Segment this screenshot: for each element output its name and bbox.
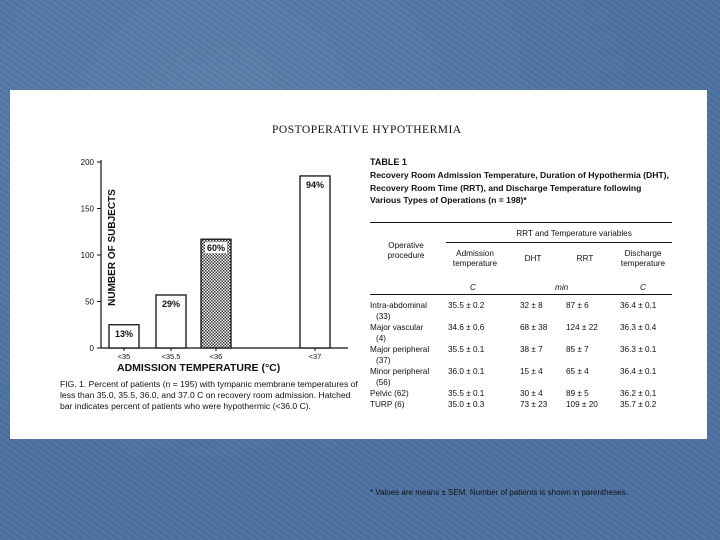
x-axis-title: ADMISSION TEMPERATURE (°C) xyxy=(117,362,281,374)
bar xyxy=(300,176,330,348)
cell-rrt: 124 ± 22 xyxy=(566,323,598,332)
cell-rrt: 89 ± 5 xyxy=(566,389,589,398)
x-tick-label: <35 xyxy=(117,352,131,361)
bar-value-label: 29% xyxy=(161,298,181,309)
cell-rrt: 65 ± 4 xyxy=(566,367,589,376)
table-row-count xyxy=(370,377,672,388)
cell-dht: 15 ± 4 xyxy=(520,367,543,376)
unit-admission: C xyxy=(470,283,476,292)
cell-dht: 68 ± 38 xyxy=(520,323,548,332)
cell-rrt: 85 ± 7 xyxy=(566,345,589,354)
cell-procedure: Intra-abdominal xyxy=(370,301,427,310)
table-row xyxy=(370,388,672,399)
cell-dht: 38 ± 7 xyxy=(520,345,543,354)
cell-dis: 36.4 ± 0.1 xyxy=(620,367,657,376)
cell-rrt: 87 ± 6 xyxy=(566,301,589,310)
y-tick-label: 100 xyxy=(80,251,94,260)
table-row xyxy=(370,322,672,333)
table-footnote: * Values are means ± SEM. Number of patients is shown in parentheses. xyxy=(370,488,628,497)
bar-value-label: 94% xyxy=(305,179,325,190)
table-label: TABLE 1 xyxy=(370,157,407,167)
cell-rrt: 109 ± 20 xyxy=(566,400,598,409)
table-row-count xyxy=(370,333,672,344)
table-row-count xyxy=(370,355,672,366)
cell-adm: 36.0 ± 0.1 xyxy=(448,367,485,376)
cell-count: (33) xyxy=(376,312,391,321)
scanned-page xyxy=(10,90,707,497)
bar-value-label: 60% xyxy=(206,243,226,254)
header-dht: DHT xyxy=(524,254,542,263)
cell-dis: 36.3 ± 0.4 xyxy=(620,323,657,332)
header-discharge: Discharge temperature xyxy=(620,249,666,268)
cell-dis: 36.4 ± 0.1 xyxy=(620,301,657,310)
cell-procedure: Major peripheral xyxy=(370,345,430,354)
data-table xyxy=(370,222,672,497)
unit-dht-rrt: min xyxy=(555,283,569,292)
cell-adm: 35.5 ± 0.1 xyxy=(448,345,485,354)
table-row xyxy=(370,366,672,377)
header-rrt: RRT xyxy=(576,254,594,263)
page-header: POSTOPERATIVE HYPOTHERMIA xyxy=(272,124,462,136)
cell-dis: 36.2 ± 0.1 xyxy=(620,389,657,398)
cell-procedure: TURP (6) xyxy=(370,400,405,409)
x-tick-label: <37 xyxy=(308,352,322,361)
cell-count: (37) xyxy=(376,356,391,365)
cell-count: (4) xyxy=(376,334,387,343)
table-body xyxy=(370,295,672,410)
cell-adm: 35.5 ± 0.2 xyxy=(448,301,485,310)
cell-dis: 35.7 ± 0.2 xyxy=(620,400,657,409)
table-title xyxy=(370,156,670,207)
cell-count: (56) xyxy=(376,378,391,387)
table-caption: Recovery Room Admission Temperature, Duration of Hypothermia (DHT), Recovery Room Time (RRT), and Discharge Temperature following Various Types of Operations (n = 198)* xyxy=(370,169,669,206)
cell-procedure: Major vascular xyxy=(370,323,424,332)
table-row-count xyxy=(370,311,672,322)
y-axis-label: NUMBER OF SUBJECTS xyxy=(106,189,118,306)
header-group: RRT and Temperature variables xyxy=(516,229,632,238)
header-admission: Admission temperature xyxy=(452,249,498,268)
bar-value-label: 13% xyxy=(114,328,134,339)
table-row xyxy=(370,344,672,355)
cell-adm: 35.0 ± 0.3 xyxy=(448,400,485,409)
table-units xyxy=(370,281,672,295)
figure-caption: FIG. 1. Percent of patients (n = 195) with tympanic membrane temperatures of less than 35.0, 35.5, 36.0, and 37.0 C on recovery room admission. Hatched bar indicates percent of patients who were hypothermic (<36.0 C). xyxy=(60,379,358,412)
cell-procedure: Pelvic (62) xyxy=(370,389,409,398)
y-tick-label: 150 xyxy=(80,204,94,214)
y-tick-label: 200 xyxy=(80,158,94,167)
unit-discharge: C xyxy=(640,283,646,292)
y-tick-label: 50 xyxy=(85,297,94,307)
cell-dht: 32 ± 8 xyxy=(520,301,543,310)
cell-dht: 73 ± 23 xyxy=(520,400,548,409)
x-tick-label: <36 xyxy=(209,352,223,361)
bar xyxy=(201,239,231,348)
cell-procedure: Minor peripheral xyxy=(370,367,430,376)
x-tick-label: <35.5 xyxy=(161,352,181,361)
header-operative: Operative procedure xyxy=(387,241,425,260)
cell-dht: 30 ± 4 xyxy=(520,389,543,398)
table-header xyxy=(370,223,672,281)
table-row xyxy=(370,300,672,311)
cell-adm: 34.6 ± 0.6 xyxy=(448,323,485,332)
table-row xyxy=(370,399,672,410)
cell-dis: 36.3 ± 0.1 xyxy=(620,345,657,354)
y-tick-label: 0 xyxy=(89,344,94,353)
cell-adm: 35.5 ± 0.1 xyxy=(448,389,485,398)
